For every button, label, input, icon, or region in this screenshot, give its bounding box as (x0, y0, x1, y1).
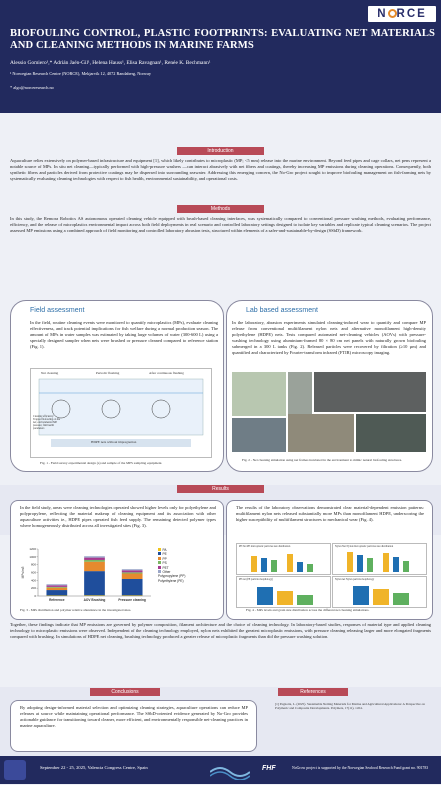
legend-swatch (158, 552, 161, 555)
diagram-label-2: Periodic flushing (96, 371, 119, 375)
y-tick-label: 600 (31, 571, 36, 575)
section-methods: Methods (177, 205, 264, 213)
bar-segment (46, 584, 67, 585)
bar-segment (84, 556, 105, 557)
funding-note: NoGrow project is supported by the Norwegian Seafood Research Fund grant no. 901783 (292, 766, 437, 770)
bar-segment (122, 579, 143, 595)
y-tick-label: 1200 (29, 547, 36, 551)
wave-graphic-icon (210, 760, 250, 780)
author-list: Alessio Gomiero¹,* Adrián Jaén-Gil¹, Helena Hauss¹, Elisa Ravagnan¹, Renée K. Bechmann¹ (10, 60, 210, 66)
conference-info: September 22 - 25, 2025, Valencia Congress Centre, Spain (40, 765, 148, 770)
fig4-panel-2-title: Nylon Net Nylon microplastic particles size distribution (335, 545, 393, 549)
reference-1: [1] Pagnotta, L. (2025). Sustainable Netting Materials for Marine and Agricultural Applications: A Perspective on Polymeric and Composite Developments. Polymers, 17(11), 1454. (275, 702, 425, 710)
results-right-text: The results of the laboratory observations demonstrated clear material-dependent emission patterns: multifilament nylon nets released substantially more MPs than monofilament HDPE, underscoring the higher susceptibility of multifilament structures to mechanical wear (Fig. 4). (236, 505, 424, 523)
lab-assessment-title: Lab based assessment (246, 307, 318, 314)
norce-logo: N RCE (368, 6, 436, 22)
diagram-note: Cleaning efficiency: Trapped biofouling on the net; environmental MP pressure; fish health parameters (33, 415, 63, 430)
lab-photo-tank (232, 372, 286, 416)
fig4-panel-4-title: Nylon net Nylon particle morphology (335, 578, 374, 582)
figure-3-chart (20, 546, 155, 606)
lab-photo-net-3 (288, 414, 354, 452)
fig4-panel-1 (236, 543, 331, 575)
section-conclusions: Conclusions (90, 688, 160, 696)
legend-text: PP (163, 557, 167, 561)
fig4-panel-3 (236, 576, 331, 608)
figure-2-caption: Fig. 2 - Net cleaning simulation using net frames incubated in the environment to mimic natural biofouling structures. (242, 458, 424, 462)
legend-swatch (158, 557, 161, 560)
poster-footer (0, 756, 441, 784)
diagram-label-3: After continuous flushing (149, 371, 184, 375)
y-axis-label: MPs/m3 (21, 566, 25, 578)
lab-photo-net-2 (232, 418, 286, 452)
legend-text: PE (163, 552, 167, 556)
bar-segment (122, 569, 143, 570)
figure-1-caption: Fig. 1 - Field survey experimental design (a) and sample of the MPS sampling equipment. (40, 461, 210, 465)
methods-text: In this study, the Remora Robotics AS autonomous operated cleaning vehicle equipped with brush-based cleaning interfaces, was systematically compared to conventional pressure washing methods, evaluating performance, efficiency, and the release of microplastics environmental impact across both field deployments in real scenario and controlled laboratory settings designed to isolate key variables and replicate typical cleaning scenarios. The project assessed MP emissions using a combined approach of field monitoring and controlled laboratory abrasion tests, structured within elements of a safer-and-sustainable-by-design (SSbD) framework. (10, 216, 431, 234)
bar-segment (46, 590, 67, 595)
legend-swatch (158, 570, 161, 573)
y-tick-label: 200 (31, 586, 36, 590)
figure-4-panels (236, 543, 426, 607)
results-summary-text: Together, these findings indicate that MP emissions are governed by polymer composition, filament architecture and the choice of cleaning technology. In laboratory-based studies, responses of material type and applied cleaning technology to microplastic emissions were observed. Independent of the cleaning technology employed, nylon nets exhibited the greatest microplastic emissions, with pressure cleaning releasing larger and more elongated fragments compared with brushing. In simulations of HDPE net cleaning, brushing technology produced a greater release of microplastic fragments than did the pressure washing solution. (10, 622, 431, 640)
conclusions-text: By adopting design-informed material selection and optimizing cleaning strategies, aquaculture operations can reduce MP releases at source while maintaining operational performance. The SSbD-oriented evidence generated by No-Gro provides actionable guidance for transitioning toward cleaner, more efficient, and environmentally responsible net-cleaning practices in marine aquaculture. (20, 705, 248, 729)
conference-logo-icon (4, 760, 26, 780)
poster-header (0, 0, 441, 113)
bar-segment (84, 560, 105, 562)
legend-text: PS (163, 561, 167, 565)
figure-4-caption: Fig. 4 - MPs levels and grain size distribution across the different net cleaning simulations. (246, 608, 426, 612)
poster-title: BIOFOULING CONTROL, PLASTIC FOOTPRINTS: EVALUATING NET MATERIALS AND CLEANING METHODS IN MARINE FARMS (10, 28, 435, 52)
y-tick-label: 0 (34, 594, 36, 598)
legend-text: Polypropylene (PP) (158, 574, 185, 578)
diagram-footer: HDPE nets without impregnation (91, 440, 136, 444)
figure-3-legend (158, 548, 208, 606)
x-tick-label: Reference (49, 598, 65, 602)
bar-segment (46, 588, 67, 590)
lab-assessment-text: In the laboratory, abrasion experiments simulated cleaning-induced wear to quantify and compare MP release from conventional multifilament nylon nets and alternative monofilament high-density polyethylene (HDPE) nets. Tests compared automated net-cleaning vehicles (AOVs) with pressure-washing technology using aluminium-framed 80 × 80 cm net panels with naturally grown biofouling submerged in a 300 L tanks (Fig. 2). Released particles were recovered by filtration (≥10 µm) and quantified and characterized by Fourier-transform infrared (FTIR) microscopy imaging. (232, 320, 426, 355)
results-left-text: In the field study, areas were cleaning technologies operated showed higher levels only for polyethylene and polypropylene, reflecting the material makeup of cleaning equipment and its association with other aquaculture activities ie., HDPE pipes operated fish feed supply. The remaining detected polymer types where homogeneously distributed across all investigated sites (Fig. 3). (20, 505, 216, 529)
y-tick-label: 400 (31, 578, 36, 582)
bar-segment (84, 595, 105, 596)
fig4-panel-2 (332, 543, 427, 575)
lab-photo-net-4 (356, 414, 426, 452)
field-assessment-text: In the field, routine cleaning events were monitored to quantify microplastics (MPs), evaluate cleaning effectiveness, and track potential implications for fish welfare during a normal production season. The amount of MPs in water samples was estimated by taking large volumes of water (300-600 L) using a specially designed sampler when nets were brushed or pressure cleaned compared to reference station (Fig. 1). (30, 320, 218, 350)
y-tick-label: 800 (31, 563, 36, 567)
x-tick-label: AOV Brushing (84, 598, 106, 602)
introduction-text: Aquaculture relies extensively on polymer-based infrastructure and equipment [1], which likely contributes to microplastic (MP; <5 mm) release into the marine environment. Beyond feed pipes and cage collars, net pens represent a notable source of MPs. In situ net cleaning—typically performed with high-pressure washers —can interact abrasively with net fibers and coatings, thereby increasing MP emissions during cleaning operations. Consequently, both synthetic fibers and particles derived from protective coatings may be dispersed into surrounding seawater. Addressing this emerging concern, the No-Gro project sought to improve biofouling management on fish-farming nets by systematically evaluating cleaning technologies with respect to fish health, environmental sustainability, and operational costs. (10, 158, 431, 182)
y-tick-label: 1000 (29, 555, 36, 559)
legend-group-title (158, 579, 208, 583)
fig4-panel-3-title: PE net (PE particle morphology) (239, 578, 273, 582)
logo-ring-icon (388, 9, 397, 18)
lab-photo-grid (232, 372, 426, 454)
bar-segment (46, 587, 67, 588)
legend-text: Polyethylene (PE) (158, 579, 184, 583)
bar-segment (122, 595, 143, 596)
section-introduction: Introduction (177, 147, 264, 155)
bar-segment (84, 562, 105, 571)
bar-segment (46, 585, 67, 587)
figure-3-caption: Fig. 3 - MPs distribution and polymer relative abundance in the investigated sites. (20, 608, 216, 612)
bar-segment (122, 572, 143, 573)
fig4-panel-1-title: PE Net PE microplastic particles size distribution (239, 545, 290, 549)
bar-segment (84, 558, 105, 560)
legend-text: Other (163, 570, 171, 574)
contact-email: * algo@norceresearch.no (10, 85, 54, 90)
lab-photo-net-1 (314, 372, 426, 412)
legend-swatch (158, 566, 161, 569)
legend-text: PET (163, 566, 169, 570)
wave-graphic-svg (210, 760, 250, 780)
bar-segment (122, 570, 143, 572)
field-assessment-title: Field assessment (30, 307, 84, 314)
legend-text: PA (163, 548, 167, 552)
legend-swatch (158, 561, 161, 564)
diagram-label-1: Net cleaning (41, 371, 58, 375)
section-references: References (278, 688, 348, 696)
fhf-logo: FHF (262, 765, 276, 772)
section-results: Results (177, 485, 264, 493)
affiliation: ¹ Norwegian Research Centre (NORCE), Mekjarvik 12, 4072 Randaberg, Norway (10, 71, 151, 76)
x-tick-label: Pressure cleaning (118, 598, 146, 602)
fig4-panel-4 (332, 576, 427, 608)
bar-segment (84, 571, 105, 595)
bar-segment (122, 574, 143, 579)
lab-photo-frame (288, 372, 312, 416)
field-diagram (30, 368, 212, 458)
legend-swatch (158, 548, 161, 551)
